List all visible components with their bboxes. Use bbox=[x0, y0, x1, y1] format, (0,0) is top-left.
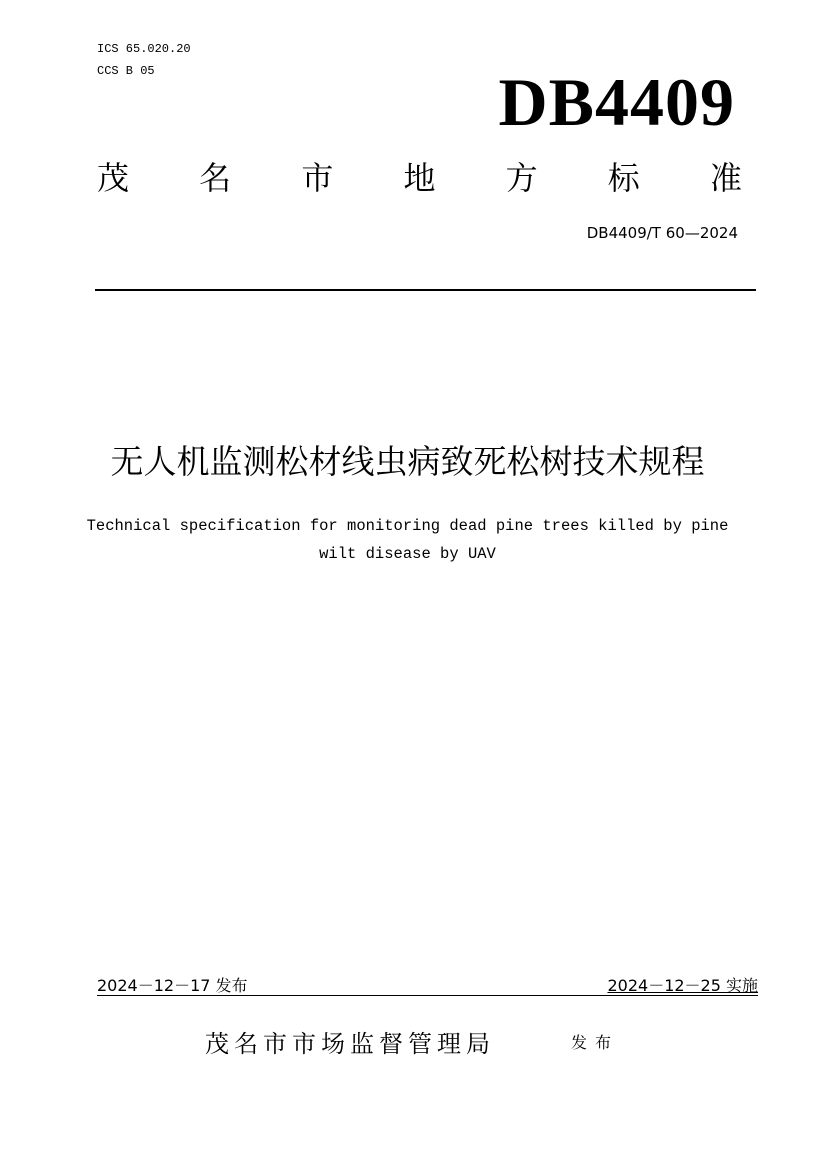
standard-name-char: 市 bbox=[301, 159, 334, 197]
standard-name-char: 标 bbox=[607, 159, 640, 197]
standard-name-char: 方 bbox=[505, 159, 538, 197]
footer-divider bbox=[97, 995, 758, 996]
standard-name-char: 地 bbox=[403, 159, 436, 197]
ccs-code: CCS B 05 bbox=[97, 64, 155, 78]
standard-number: DB4409/T 60—2024 bbox=[586, 224, 738, 242]
standard-name-char: 准 bbox=[709, 159, 742, 197]
title-english-line: wilt disease by UAV bbox=[319, 545, 496, 563]
issue-label: 发布 bbox=[571, 1033, 620, 1052]
issuer-name: 茂名市市场监督管理局 bbox=[205, 1030, 495, 1058]
title-english bbox=[60, 512, 755, 568]
db-code-mark: DB4409 bbox=[498, 64, 735, 140]
implement-date: 2024－12－25 实施 bbox=[607, 976, 758, 995]
header-divider bbox=[95, 289, 756, 291]
standard-category-name bbox=[97, 158, 742, 198]
publish-date: 2024－12－17 发布 bbox=[97, 976, 248, 995]
title-english-line: Technical specification for monitoring dead pine trees killed by pine bbox=[86, 517, 729, 535]
title-chinese: 无人机监测松材线虫病致死松树技术规程 bbox=[110, 442, 705, 481]
standard-name-char: 名 bbox=[199, 159, 232, 197]
standard-name-char: 茂 bbox=[97, 159, 130, 197]
ics-code: ICS 65.020.20 bbox=[97, 42, 191, 56]
